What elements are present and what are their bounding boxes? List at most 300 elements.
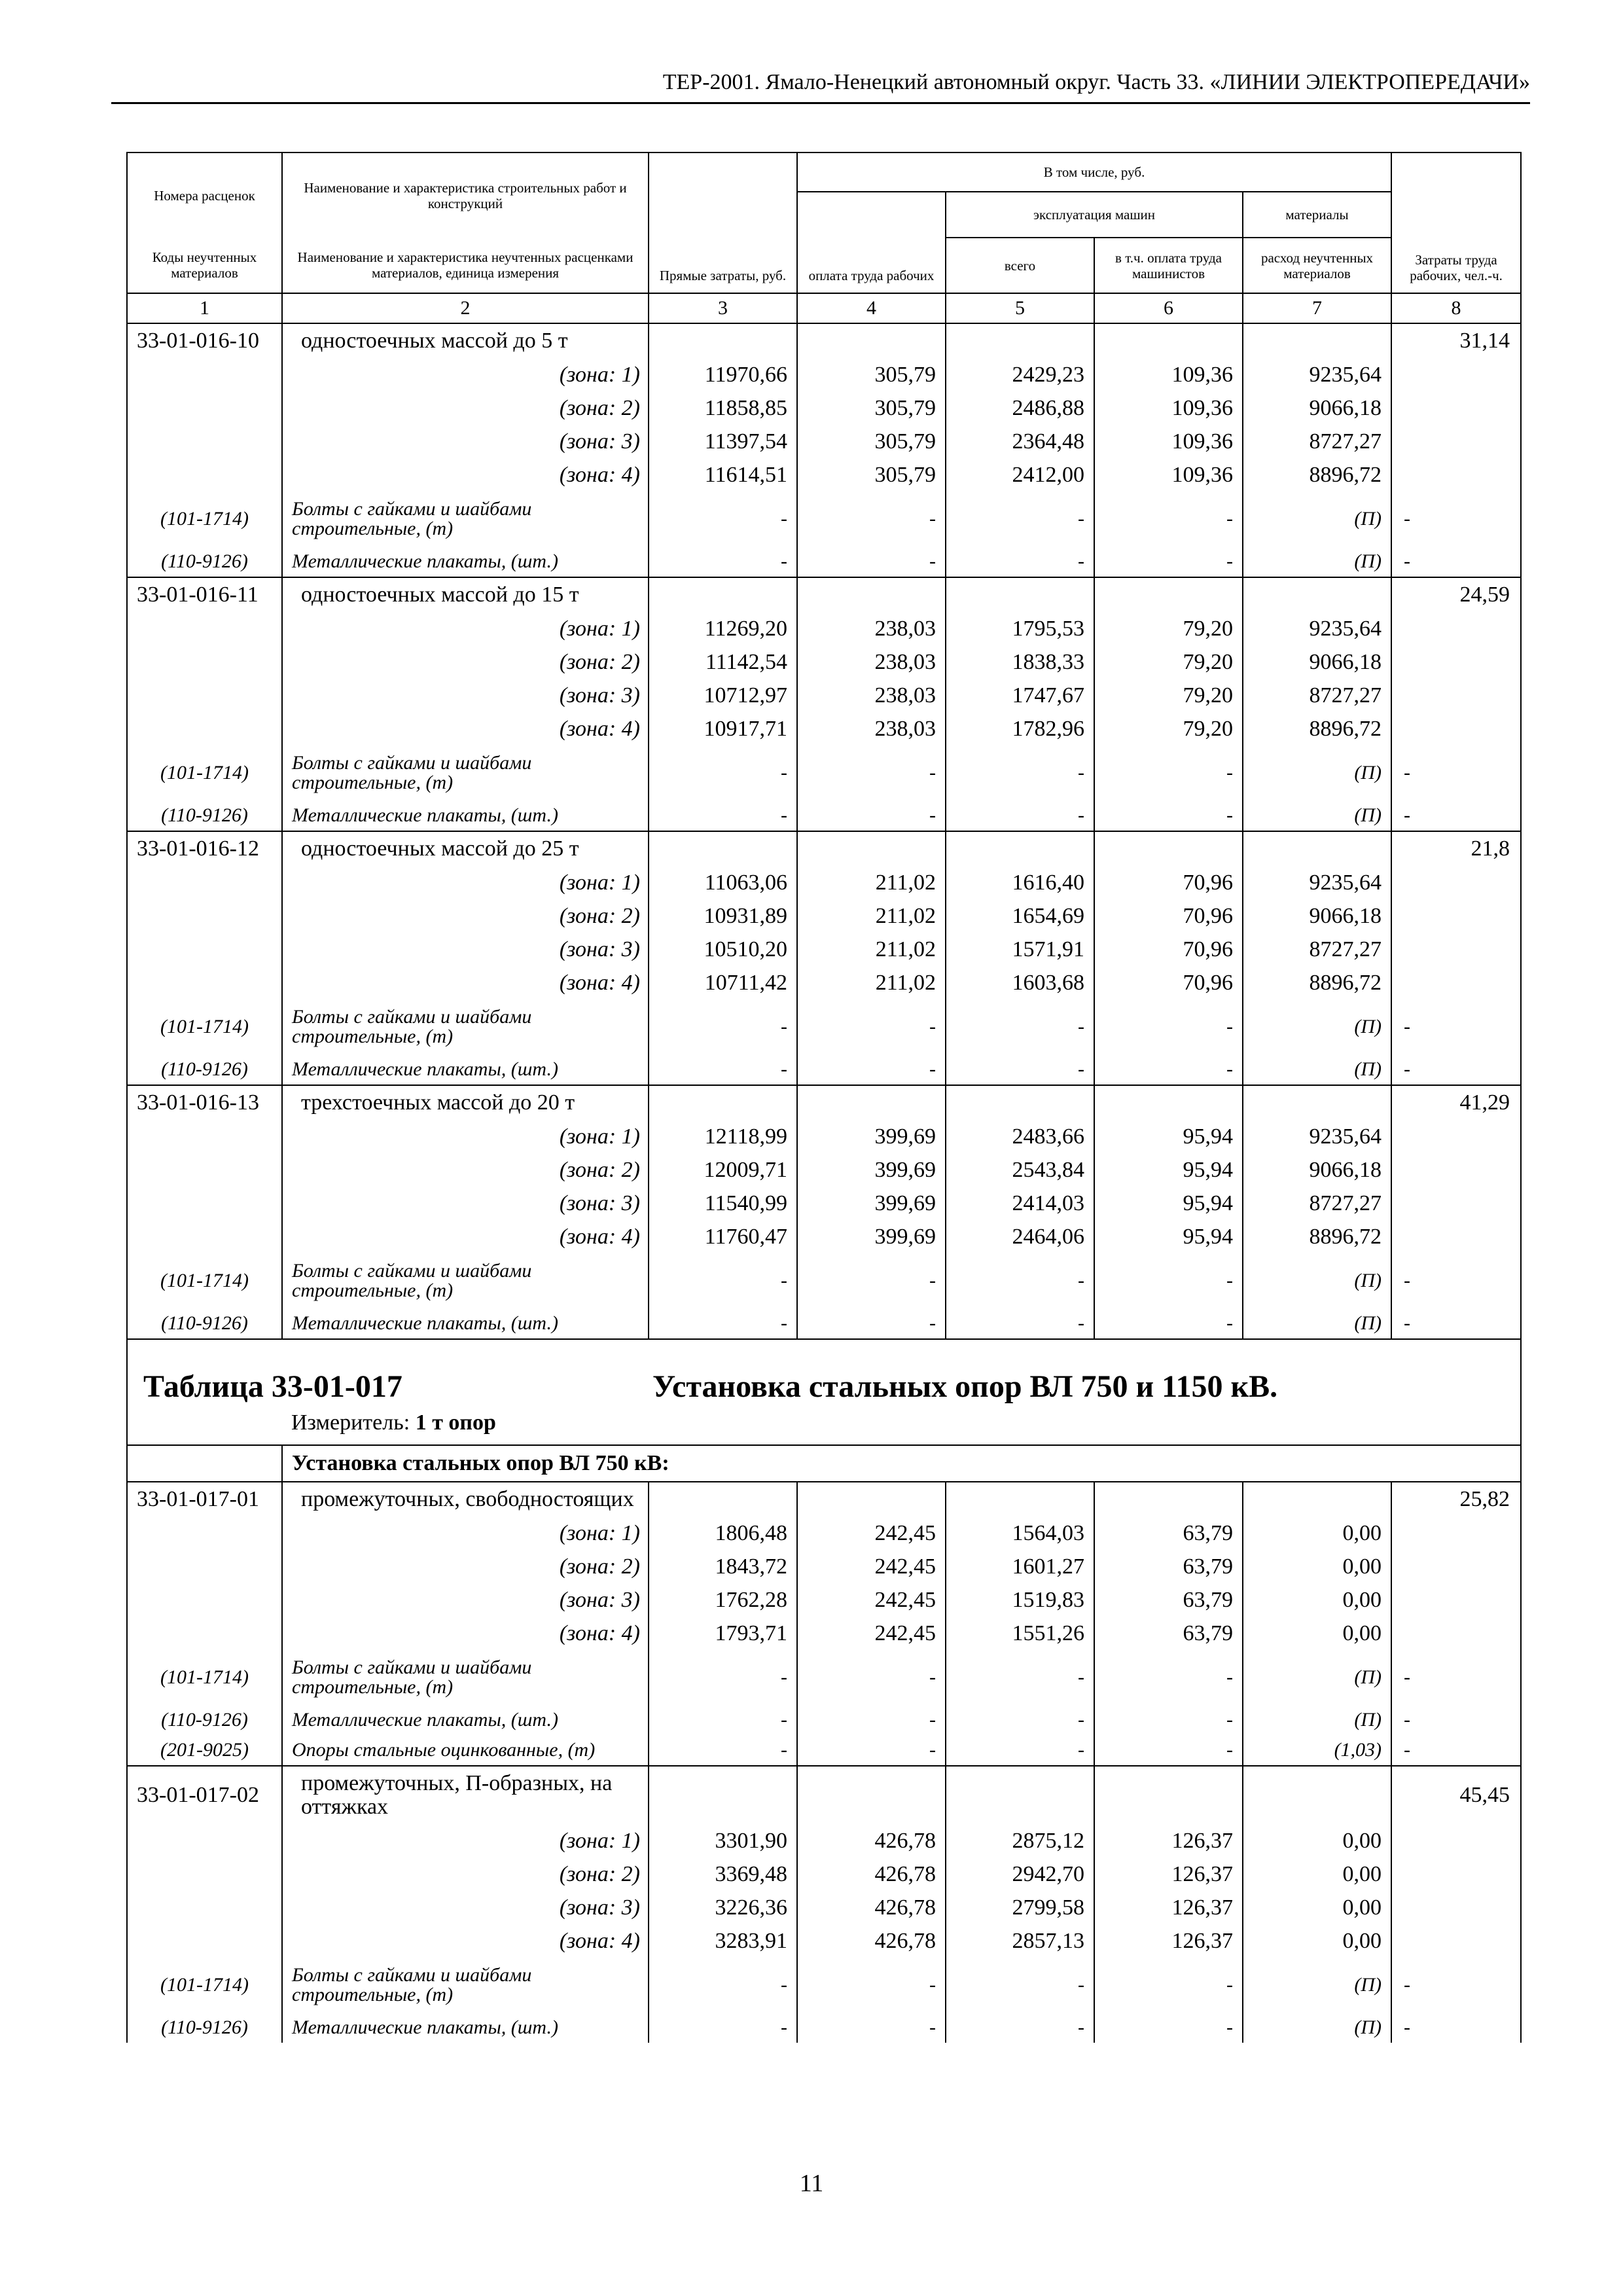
zone-label: (зона: 3) [282,933,649,966]
material-code: (101-1714) [127,745,282,800]
zone-value: 0,00 [1243,1924,1391,1958]
zone-value: 1747,67 [946,679,1094,712]
zone-value: 10931,89 [649,899,797,933]
table-row [127,1857,1521,1891]
material-code: (110-9126) [127,1308,282,1339]
empty-cell [1391,1550,1521,1583]
rate-code: 33-01-016-10 [127,323,282,358]
zone-value: 0,00 [1243,1891,1391,1924]
empty-cell [797,1766,946,1824]
col2-top-header: Наименование и характеристика строительных работ и конструкций [282,152,649,238]
material-name: Болты с гайками и шайбами строительные, (т) [282,1958,649,2013]
material-quantity: (П) [1243,1308,1391,1339]
empty-cell [797,323,946,358]
table-row [127,547,1521,577]
table-row [127,1054,1521,1085]
material-quantity: (П) [1243,1054,1391,1085]
table-row [127,1339,1521,1445]
dash-value: - [649,1308,797,1339]
material-name: Болты с гайками и шайбами строительные, (т) [282,745,649,800]
dash-value: - [1391,492,1521,547]
zone-value: 1782,96 [946,712,1094,745]
dash-value: - [797,1308,946,1339]
zone-value: 2464,06 [946,1220,1094,1253]
empty-cell [946,323,1094,358]
table-row [127,712,1521,745]
zone-value: 1654,69 [946,899,1094,933]
empty-cell [1243,1482,1391,1516]
empty-cell [127,1857,282,1891]
material-name: Металлические плакаты, (шт.) [282,1054,649,1085]
dash-value: - [1391,1308,1521,1339]
dash-value: - [1094,2013,1243,2043]
empty-cell [946,577,1094,612]
material-code: (101-1714) [127,492,282,547]
zone-value: 2486,88 [946,391,1094,425]
table-name: Установка стальных опор ВЛ 750 и 1150 кВ. [652,1369,1278,1404]
dash-value: - [797,999,946,1054]
dash-value: - [1094,492,1243,547]
zone-value: 8896,72 [1243,1220,1391,1253]
col2-bottom-header: Наименование и характеристика неучтенных расценками материалов, единица измерения [282,238,649,293]
table-row [127,1705,1521,1735]
zone-value: 2364,48 [946,425,1094,458]
zone-value: 0,00 [1243,1550,1391,1583]
dash-value: - [797,745,946,800]
dash-value: - [946,1735,1094,1766]
material-quantity: (П) [1243,1705,1391,1735]
zone-value: 238,03 [797,612,946,645]
zone-value: 95,94 [1094,1153,1243,1187]
zone-value: 3226,36 [649,1891,797,1924]
zone-value: 242,45 [797,1583,946,1617]
empty-cell [1391,1187,1521,1220]
material-code: (110-9126) [127,800,282,831]
zone-label: (зона: 3) [282,1583,649,1617]
zone-label: (зона: 4) [282,458,649,492]
zone-value: 10510,20 [649,933,797,966]
empty-cell [649,323,797,358]
zone-value: 126,37 [1094,1891,1243,1924]
zone-label: (зона: 1) [282,1120,649,1153]
col1-top-header: Номера расценок [127,152,282,238]
zone-value: 11063,06 [649,866,797,899]
table-row [127,323,1521,358]
zone-label: (зона: 4) [282,712,649,745]
empty-cell [1391,679,1521,712]
zone-value: 238,03 [797,679,946,712]
labor-cost: 21,8 [1391,831,1521,866]
dash-value: - [797,1054,946,1085]
zone-value: 238,03 [797,712,946,745]
zone-value: 11540,99 [649,1187,797,1220]
dash-value: - [946,1308,1094,1339]
empty-cell [127,458,282,492]
col-number-2: 2 [282,293,649,323]
zone-label: (зона: 2) [282,645,649,679]
zone-value: 63,79 [1094,1516,1243,1550]
table-number: Таблица 33-01-017 [143,1369,402,1404]
dash-value: - [946,1958,1094,2013]
zone-value: 8727,27 [1243,933,1391,966]
table-row [127,999,1521,1054]
zone-value: 2543,84 [946,1153,1094,1187]
dash-value: - [797,1735,946,1766]
zone-value: 1795,53 [946,612,1094,645]
dash-value: - [649,1253,797,1308]
table-row [127,866,1521,899]
empty-cell [127,645,282,679]
table-row [127,358,1521,391]
empty-cell [1391,358,1521,391]
material-name: Металлические плакаты, (шт.) [282,800,649,831]
material-name: Металлические плакаты, (шт.) [282,547,649,577]
zone-value: 8896,72 [1243,458,1391,492]
empty-cell [946,831,1094,866]
zone-value: 109,36 [1094,458,1243,492]
zone-value: 9235,64 [1243,866,1391,899]
zone-value: 9066,18 [1243,391,1391,425]
table-row [127,425,1521,458]
zone-value: 1551,26 [946,1617,1094,1650]
dash-value: - [946,999,1094,1054]
zone-value: 12009,71 [649,1153,797,1187]
empty-cell [127,1583,282,1617]
dash-value: - [946,800,1094,831]
table-row [127,1583,1521,1617]
zone-value: 11142,54 [649,645,797,679]
material-code: (201-9025) [127,1735,282,1766]
col-number-3: 3 [649,293,797,323]
zone-label: (зона: 3) [282,1891,649,1924]
page-header-title: ТЕР-2001. Ямало-Ненецкий автономный округ. Часть 33. «ЛИНИИ ЭЛЕКТРОПЕРЕДАЧИ» [662,70,1530,94]
zone-value: 109,36 [1094,358,1243,391]
dash-value: - [1094,800,1243,831]
table-row [127,2013,1521,2043]
empty-cell [127,1891,282,1924]
rate-code: 33-01-016-13 [127,1085,282,1120]
empty-cell [127,1120,282,1153]
labor-cost: 25,82 [1391,1482,1521,1516]
dash-value: - [1391,1054,1521,1085]
material-quantity: (П) [1243,800,1391,831]
zone-value: 2483,66 [946,1120,1094,1153]
zone-value: 63,79 [1094,1583,1243,1617]
zone-value: 126,37 [1094,1824,1243,1857]
dash-value: - [797,2013,946,2043]
zone-value: 10712,97 [649,679,797,712]
zone-value: 11858,85 [649,391,797,425]
empty-cell [1094,323,1243,358]
material-code: (101-1714) [127,1650,282,1705]
dash-value: - [1391,1735,1521,1766]
zone-value: 0,00 [1243,1857,1391,1891]
material-code: (110-9126) [127,1054,282,1085]
empty-cell [1391,458,1521,492]
zone-value: 9235,64 [1243,358,1391,391]
empty-cell [1391,1516,1521,1550]
empty-cell [127,899,282,933]
dash-value: - [1391,1253,1521,1308]
zone-value: 63,79 [1094,1550,1243,1583]
empty-cell [797,831,946,866]
empty-cell [1391,712,1521,745]
dash-value: - [946,1650,1094,1705]
zone-value: 9235,64 [1243,612,1391,645]
zone-value: 11397,54 [649,425,797,458]
dash-value: - [649,547,797,577]
zone-value: 399,69 [797,1187,946,1220]
empty-cell [649,831,797,866]
zone-value: 9066,18 [1243,899,1391,933]
zone-value: 109,36 [1094,425,1243,458]
zone-value: 305,79 [797,358,946,391]
dash-value: - [1094,1308,1243,1339]
empty-cell [1391,645,1521,679]
zone-value: 8896,72 [1243,966,1391,999]
zone-value: 9235,64 [1243,1120,1391,1153]
empty-cell [1243,1085,1391,1120]
zone-value: 126,37 [1094,1924,1243,1958]
dash-value: - [946,2013,1094,2043]
dash-value: - [649,745,797,800]
col-number-4: 4 [797,293,946,323]
empty-cell [127,933,282,966]
empty-cell [1391,612,1521,645]
empty-cell [1094,1085,1243,1120]
zone-value: 399,69 [797,1120,946,1153]
empty-cell [1391,866,1521,899]
zone-value: 79,20 [1094,612,1243,645]
zone-value: 426,78 [797,1857,946,1891]
empty-cell [1094,831,1243,866]
col1-bottom-header: Коды неучтенных материалов [127,238,282,293]
zone-label: (зона: 3) [282,425,649,458]
labor-cost: 24,59 [1391,577,1521,612]
rate-name: одностоечных массой до 15 т [282,577,649,612]
empty-cell [1391,1891,1521,1924]
subsection-title: Установка стальных опор ВЛ 750 кВ: [282,1445,1521,1482]
zone-value: 79,20 [1094,645,1243,679]
col-number-1: 1 [127,293,282,323]
empty-cell [649,577,797,612]
empty-cell [649,1482,797,1516]
zone-value: 305,79 [797,458,946,492]
table-row [127,1120,1521,1153]
zone-value: 95,94 [1094,1120,1243,1153]
material-name: Болты с гайками и шайбами строительные, (т) [282,1650,649,1705]
dash-value: - [1094,1958,1243,2013]
zone-value: 11760,47 [649,1220,797,1253]
zone-value: 2429,23 [946,358,1094,391]
table-row [127,1220,1521,1253]
empty-cell [1391,1220,1521,1253]
material-quantity: (П) [1243,745,1391,800]
material-quantity: (П) [1243,999,1391,1054]
dash-value: - [946,1705,1094,1735]
dash-value: - [1094,547,1243,577]
table-row [127,1735,1521,1766]
empty-cell [1243,831,1391,866]
table-row [127,1824,1521,1857]
zone-value: 1843,72 [649,1550,797,1583]
zone-value: 1838,33 [946,645,1094,679]
empty-cell [1094,1482,1243,1516]
zone-value: 2412,00 [946,458,1094,492]
zone-value: 2799,58 [946,1891,1094,1924]
dash-value: - [797,1958,946,2013]
empty-cell [649,1085,797,1120]
zone-value: 126,37 [1094,1857,1243,1891]
zone-label: (зона: 3) [282,679,649,712]
col8-header: Затраты труда рабочих, чел.-ч. [1391,152,1521,293]
rate-name: промежуточных, П-образных, на оттяжках [282,1766,649,1824]
table-row [127,1187,1521,1220]
zone-value: 0,00 [1243,1583,1391,1617]
table-row [127,1650,1521,1705]
empty-cell [946,1766,1094,1824]
zone-value: 70,96 [1094,866,1243,899]
material-code: (110-9126) [127,1705,282,1735]
table-row [127,1308,1521,1339]
zone-value: 0,00 [1243,1824,1391,1857]
material-name: Болты с гайками и шайбами строительные, (т) [282,1253,649,1308]
material-quantity: (П) [1243,1958,1391,2013]
empty-cell [127,1924,282,1958]
zone-value: 242,45 [797,1550,946,1583]
zone-label: (зона: 4) [282,1617,649,1650]
material-code: (101-1714) [127,1958,282,2013]
col7-header: расход неучтенных материалов [1243,238,1391,293]
table-row [127,1617,1521,1650]
dash-value: - [1391,999,1521,1054]
zone-value: 8896,72 [1243,712,1391,745]
zone-label: (зона: 2) [282,1857,649,1891]
empty-cell [127,1187,282,1220]
table-row [127,1550,1521,1583]
zone-value: 2942,70 [946,1857,1094,1891]
table-row [127,1482,1521,1516]
zone-value: 70,96 [1094,933,1243,966]
zone-value: 1806,48 [649,1516,797,1550]
zone-value: 2414,03 [946,1187,1094,1220]
zone-label: (зона: 4) [282,966,649,999]
empty-cell [649,1766,797,1824]
zone-value: 8727,27 [1243,425,1391,458]
empty-cell [127,712,282,745]
zone-value: 1571,91 [946,933,1094,966]
dash-value: - [797,492,946,547]
table-row [127,1153,1521,1187]
col-number-7: 7 [1243,293,1391,323]
dash-value: - [1094,1705,1243,1735]
empty-cell [127,1516,282,1550]
empty-cell [1391,1857,1521,1891]
empty-cell [1391,933,1521,966]
rate-code: 33-01-016-11 [127,577,282,612]
empty-cell [127,612,282,645]
zone-value: 3369,48 [649,1857,797,1891]
material-name: Болты с гайками и шайбами строительные, (т) [282,999,649,1054]
rate-name: трехстоечных массой до 20 т [282,1085,649,1120]
dash-value: - [1391,745,1521,800]
dash-value: - [1094,1253,1243,1308]
zone-label: (зона: 4) [282,1220,649,1253]
zone-value: 1616,40 [946,866,1094,899]
zone-value: 399,69 [797,1220,946,1253]
empty-cell [1243,577,1391,612]
empty-cell [1391,1924,1521,1958]
zone-value: 1762,28 [649,1583,797,1617]
empty-cell [127,391,282,425]
labor-cost: 41,29 [1391,1085,1521,1120]
material-quantity: (1,03) [1243,1735,1391,1766]
table-row [127,612,1521,645]
zone-value: 211,02 [797,866,946,899]
empty-cell [127,1445,282,1482]
dash-value: - [1094,999,1243,1054]
zone-value: 211,02 [797,899,946,933]
material-code: (110-9126) [127,2013,282,2043]
col4-header: оплата труда рабочих [797,192,946,293]
measure-value: 1 т опор [415,1410,496,1435]
zone-label: (зона: 3) [282,1187,649,1220]
empty-cell [127,866,282,899]
zone-value: 426,78 [797,1924,946,1958]
empty-cell [1391,1824,1521,1857]
zone-value: 1519,83 [946,1583,1094,1617]
col3-header: Прямые затраты, руб. [649,152,797,293]
empty-cell [127,1220,282,1253]
zone-value: 426,78 [797,1891,946,1924]
dash-value: - [797,800,946,831]
zone-label: (зона: 2) [282,1550,649,1583]
table-row [127,966,1521,999]
zone-value: 399,69 [797,1153,946,1187]
empty-cell [1243,323,1391,358]
zone-value: 8727,27 [1243,679,1391,712]
rate-name: одностоечных массой до 5 т [282,323,649,358]
table-row [127,745,1521,800]
table-row [127,458,1521,492]
material-quantity: (П) [1243,2013,1391,2043]
col-number-8: 8 [1391,293,1521,323]
zone-label: (зона: 1) [282,1516,649,1550]
zone-value: 9066,18 [1243,1153,1391,1187]
zone-label: (зона: 2) [282,899,649,933]
zone-value: 11614,51 [649,458,797,492]
zone-value: 2875,12 [946,1824,1094,1857]
dash-value: - [649,1705,797,1735]
col5-header: всего [946,238,1094,293]
zone-value: 1603,68 [946,966,1094,999]
zone-value: 11269,20 [649,612,797,645]
table-row [127,899,1521,933]
zone-label: (зона: 1) [282,612,649,645]
materials-header: материалы [1243,192,1391,238]
empty-cell [1391,1583,1521,1617]
table-row [127,1891,1521,1924]
table-row [127,492,1521,547]
zone-value: 10711,42 [649,966,797,999]
zone-label: (зона: 1) [282,866,649,899]
dash-value: - [649,1054,797,1085]
col-number-6: 6 [1094,293,1243,323]
zone-value: 211,02 [797,966,946,999]
rate-code: 33-01-016-12 [127,831,282,866]
group-header: В том числе, руб. [797,152,1391,192]
zone-label: (зона: 2) [282,391,649,425]
